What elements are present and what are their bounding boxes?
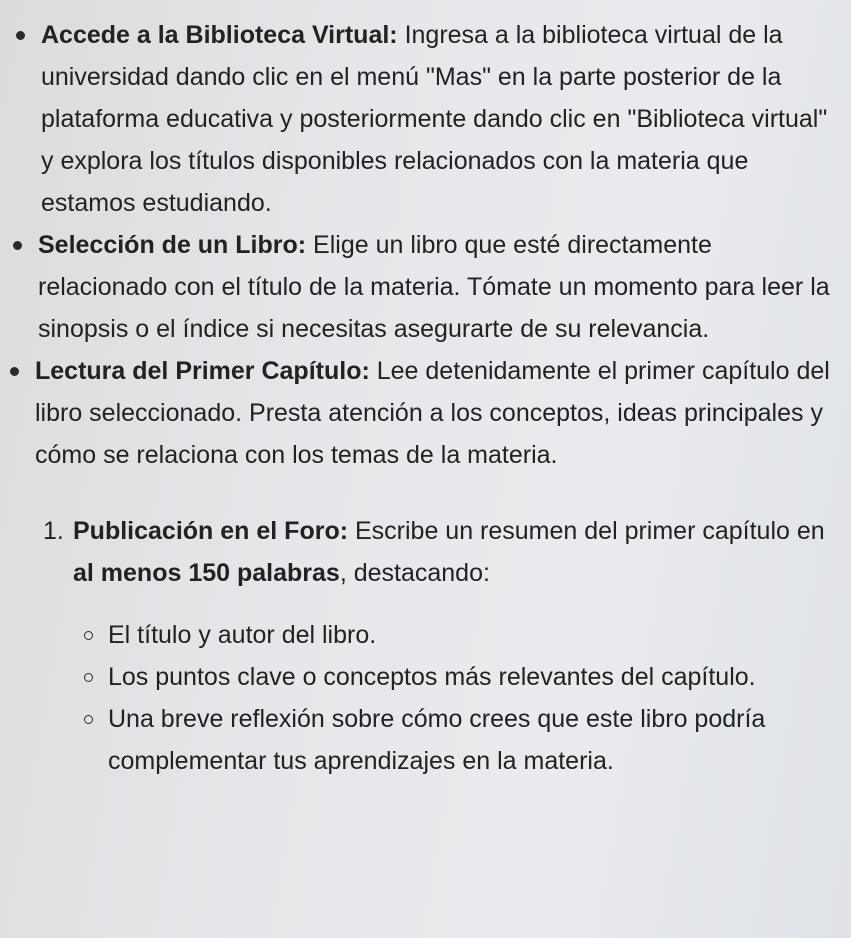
sub-item-titulo	[0, 614, 831, 656]
sub-item-text: El título y autor del libro.	[108, 621, 377, 649]
bullet-title: Selección de un Libro:	[38, 231, 307, 259]
numbered-item-foro	[0, 510, 831, 594]
list-number: 1.	[43, 517, 64, 545]
hollow-bullet-icon	[84, 715, 93, 724]
numbered-text-after: , destacando:	[339, 559, 490, 587]
numbered-emphasis: al menos 150 palabras	[73, 559, 340, 587]
hollow-bullet-icon	[84, 673, 93, 682]
bullet-item-lectura	[0, 350, 831, 476]
bullet-title: Accede a la Biblioteca Virtual:	[41, 21, 398, 49]
bullet-item-biblioteca	[0, 14, 831, 224]
sub-item-puntos	[0, 656, 831, 698]
numbered-title: Publicación en el Foro:	[73, 517, 349, 545]
sub-item-reflexion	[0, 698, 831, 782]
hollow-bullet-icon	[84, 631, 93, 640]
bullet-dot-icon	[13, 241, 22, 250]
bullet-text: Lee detenidamente el primer capítulo del libro seleccionado. Presta atención a los conceptos, ideas principales y cómo se relaciona con los temas de la materia.	[35, 357, 830, 469]
bullet-dot-icon	[10, 367, 19, 376]
sub-item-text: Los puntos clave o conceptos más relevantes del capítulo.	[108, 663, 756, 691]
sub-list	[0, 614, 831, 782]
sub-item-text: Una breve reflexión sobre cómo crees que este libro podría complementar tus aprendizajes en la materia.	[108, 705, 766, 775]
bullet-text: Ingresa a la biblioteca virtual de la universidad dando clic en el menú "Mas" en la parte posterior de la plataforma educativa y posteriormente dando clic en "Biblioteca virtual" y explora los títulos disponibles relacionados con la materia que estamos estudiando.	[41, 21, 828, 217]
bullet-title: Lectura del Primer Capítulo:	[35, 357, 370, 385]
bullet-dot-icon	[16, 31, 25, 40]
bullet-item-libro	[0, 224, 831, 350]
bullet-text: Elige un libro que esté directamente relacionado con el título de la materia. Tómate un momento para leer la sinopsis o el índice si necesitas asegurarte de su relevancia.	[38, 231, 830, 343]
numbered-text-before: Escribe un resumen del primer capítulo en	[348, 517, 825, 545]
